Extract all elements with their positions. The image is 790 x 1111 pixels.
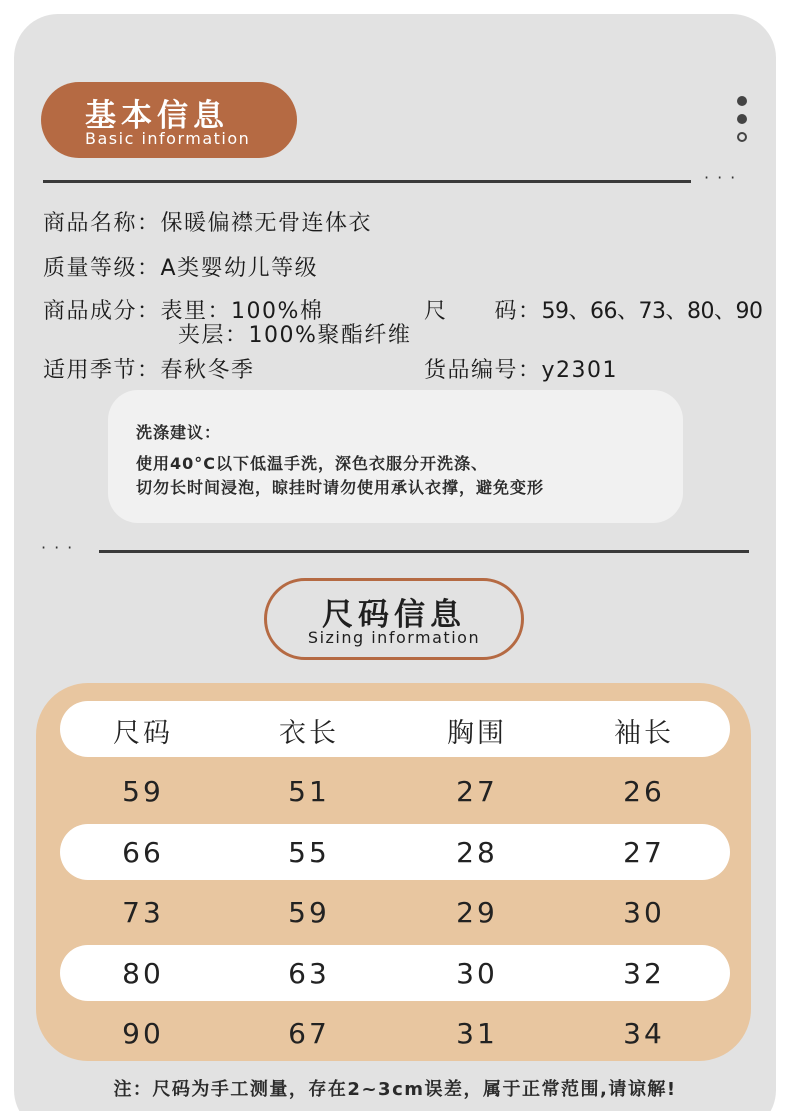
- divider-top: [43, 180, 691, 183]
- quality-grade-label: 质量等级：: [43, 256, 161, 281]
- cell-size: 66: [122, 836, 164, 869]
- item-code-line: [424, 353, 618, 384]
- cell-length: 63: [288, 957, 330, 990]
- size-label: 尺 码：: [424, 299, 542, 324]
- sizing-info-subtitle: Sizing information: [307, 628, 481, 647]
- cell-sleeve: 27: [623, 836, 665, 869]
- size-line: [424, 294, 763, 325]
- cell-size: 73: [122, 896, 164, 929]
- season-label: 适用季节：: [43, 358, 161, 383]
- item-code-value: y2301: [541, 358, 619, 383]
- cell-chest: 28: [456, 836, 498, 869]
- cell-length: 55: [288, 836, 330, 869]
- cell-chest: 31: [456, 1017, 498, 1050]
- sizing-info-badge: [264, 578, 524, 660]
- quality-grade-value: A类婴幼儿等级: [160, 256, 319, 281]
- cell-sleeve: 30: [623, 896, 665, 929]
- header-length: 衣长: [279, 718, 339, 749]
- washing-advice-line-1: 使用40°C以下低温手洗，深色衣服分开洗涤、: [136, 454, 489, 473]
- cell-length: 59: [288, 896, 330, 929]
- basic-info-title: 基本信息: [85, 98, 229, 134]
- measurement-note: 注：尺码为手工测量，存在2~3cm误差，属于正常范围,请谅解!: [113, 1079, 677, 1100]
- header-sleeve: 袖长: [614, 718, 674, 749]
- divider-dots-bottom: ···: [41, 538, 81, 557]
- product-name-label: 商品名称：: [43, 211, 161, 236]
- item-code-label: 货品编号：: [424, 358, 542, 383]
- cell-sleeve: 34: [623, 1017, 665, 1050]
- sizing-info-title: 尺码信息: [322, 597, 466, 633]
- cell-chest: 30: [456, 957, 498, 990]
- season-line: [43, 353, 255, 384]
- header-size: 尺码: [113, 718, 173, 749]
- cell-size: 80: [122, 957, 164, 990]
- washing-advice-line-2: 切勿长时间浸泡，晾挂时请勿使用承认衣撑，避免变形: [136, 478, 545, 497]
- basic-info-subtitle: Basic information: [85, 129, 251, 148]
- basic-info-badge: [41, 82, 297, 158]
- size-value: 59、66、73、80、90: [541, 299, 763, 324]
- cell-length: 67: [288, 1017, 330, 1050]
- season-value: 春秋冬季: [160, 358, 255, 383]
- composition-label: 商品成分：: [43, 299, 161, 324]
- cell-size: 59: [122, 775, 164, 808]
- product-name-line: [43, 206, 372, 237]
- quality-grade-line: [43, 251, 318, 282]
- cell-size: 90: [122, 1017, 164, 1050]
- header-chest: 胸围: [447, 718, 507, 749]
- product-name-value: 保暖偏襟无骨连体衣: [160, 211, 373, 236]
- washing-advice-box: [108, 390, 683, 523]
- composition-inner: 夹层：100%聚酯纤维: [178, 323, 412, 348]
- cell-chest: 29: [456, 896, 498, 929]
- more-dots-icon: [734, 94, 750, 146]
- cell-sleeve: 26: [623, 775, 665, 808]
- cell-chest: 27: [456, 775, 498, 808]
- washing-advice-title: 洗涤建议：: [136, 423, 222, 442]
- divider-bottom: [99, 550, 749, 553]
- composition-outer: 表里：100%棉: [160, 299, 324, 324]
- divider-dots-top: ···: [704, 168, 744, 187]
- cell-sleeve: 32: [623, 957, 665, 990]
- cell-length: 51: [288, 775, 330, 808]
